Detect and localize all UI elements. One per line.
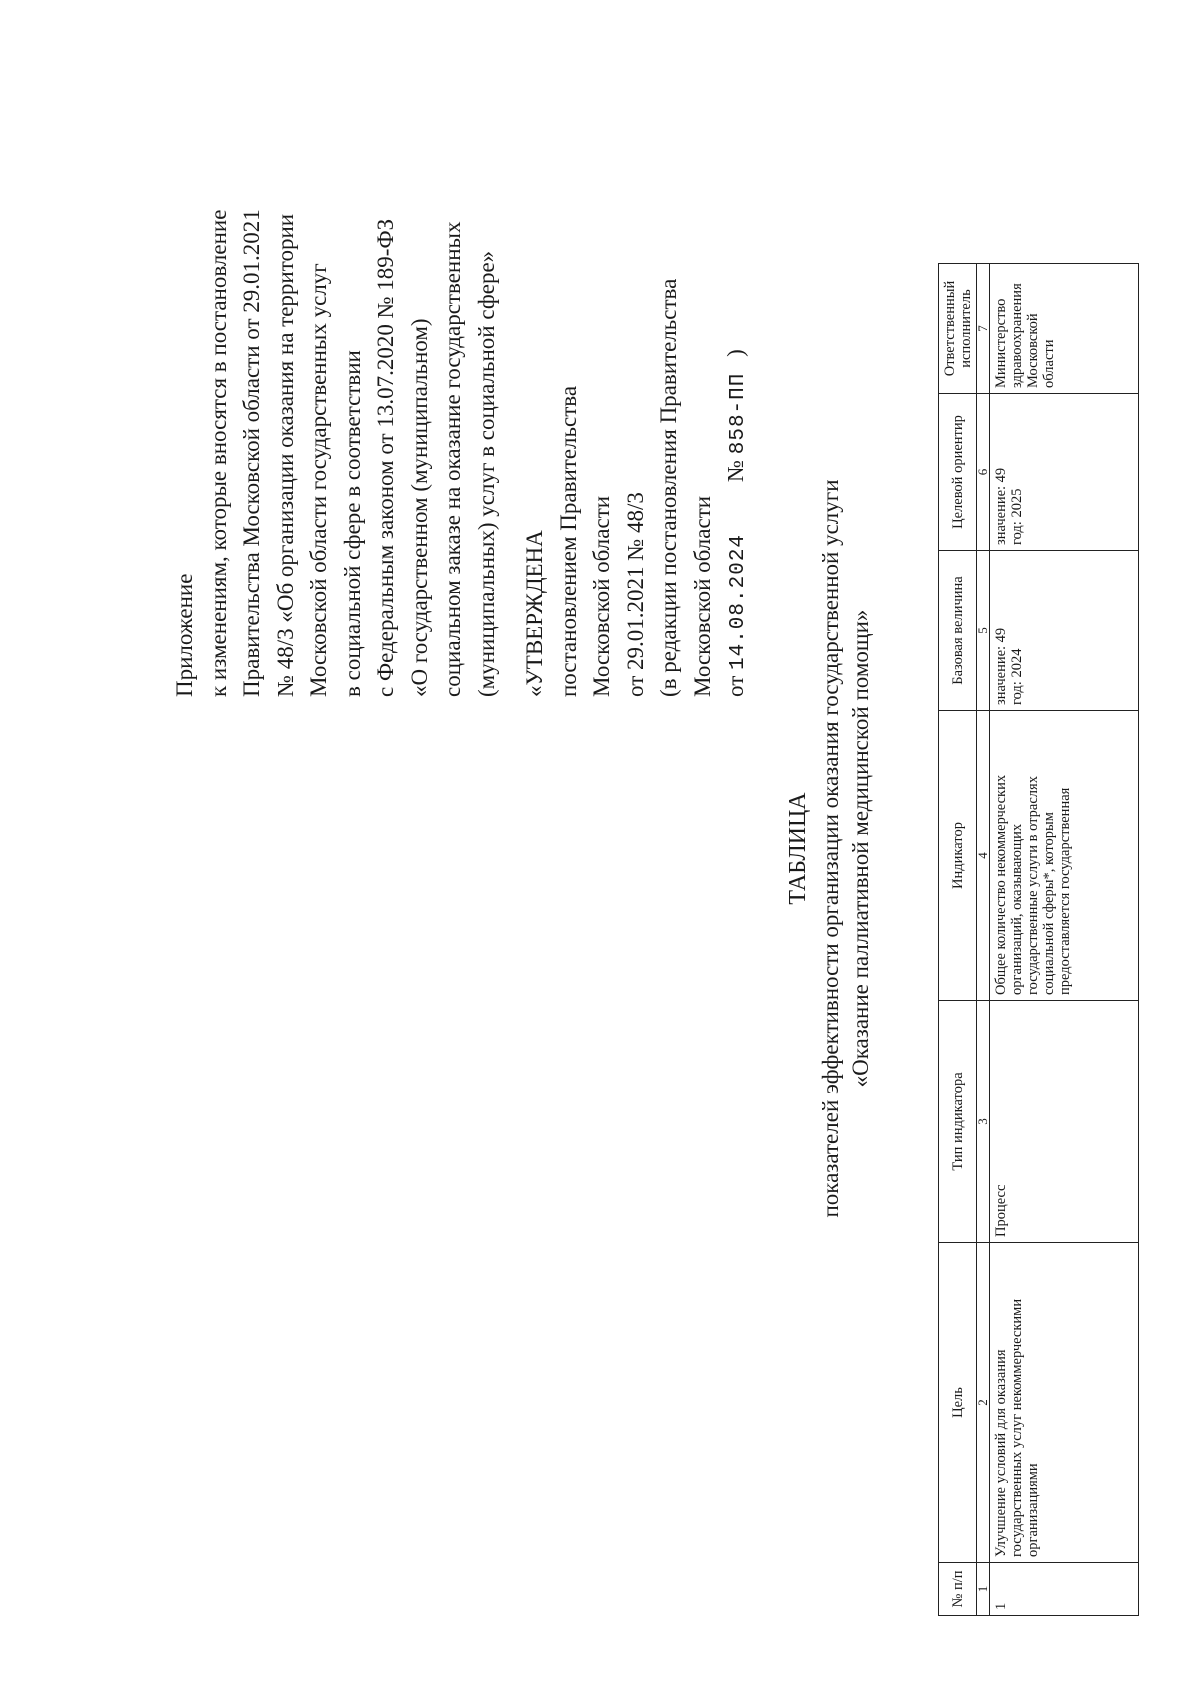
- target-year: год: 2025: [1009, 488, 1025, 545]
- approval-line: Московской области: [589, 495, 614, 697]
- appendix-line: № 48/3 «Об организации оказания на территории: [272, 213, 298, 697]
- appendix-line: Правительства Московской области от 29.01.2021: [239, 209, 264, 697]
- column-number: 3: [977, 1001, 990, 1243]
- table-subtitle: показателей эффективности организации оказания государственной услуги: [818, 479, 843, 1218]
- column-number: 7: [977, 264, 990, 394]
- approval-line: Московской области: [689, 495, 715, 697]
- column-number: 4: [977, 711, 990, 1001]
- header-cell: Индикатор: [939, 711, 977, 1001]
- table-row: [990, 264, 1139, 1616]
- appendix-line: в социальной сфере в соответствии: [339, 350, 365, 697]
- column-number: 6: [977, 394, 990, 551]
- column-number: 1: [977, 1563, 990, 1616]
- column-number-row: [977, 264, 990, 1616]
- indicator-cell: Общее количество некоммерческих организаций, оказывающих государственные услуги в отраслях социальной сферы*, которым предоставляется государственная: [990, 711, 1139, 1001]
- goal-cell: Улучшение условий для оказания государственных услуг некоммерческими организациями: [990, 1243, 1139, 1563]
- table-title: ТАБЛИЦА: [785, 792, 811, 905]
- header-cell: № п/п: [939, 1563, 977, 1616]
- table-header-row: [939, 264, 977, 1616]
- base-value: значение: 49: [993, 627, 1009, 705]
- approval-line: (в редакции постановления Правительства: [656, 278, 681, 697]
- header-cell: Тип индикатора: [939, 1001, 977, 1243]
- header-cell: Целевой ориентир: [939, 394, 977, 551]
- header-cell: Базовая величина: [939, 551, 977, 711]
- appendix-line: социальном заказе на оказание государственных: [440, 221, 465, 697]
- header-cell: Цель: [939, 1243, 977, 1563]
- indicator-type-cell: Процесс: [990, 1001, 1139, 1243]
- appendix-line: Московской области государственных услуг: [306, 263, 331, 697]
- approval-line: «УТВЕРЖДЕНА: [522, 530, 547, 697]
- row-number: 1: [990, 1563, 1139, 1616]
- service-name: «Оказание паллиативной медицинской помощи»: [848, 609, 873, 1088]
- column-number: 2: [977, 1243, 990, 1563]
- date-prefix: от: [723, 675, 748, 697]
- approval-date: 14.08.2024: [727, 533, 750, 670]
- approval-line: постановлением Правительства: [555, 385, 581, 697]
- header-cell: Ответственный исполнитель: [939, 264, 977, 394]
- appendix-line: «О государственном (муниципальном): [406, 318, 432, 697]
- base-value-cell: [990, 551, 1139, 711]
- base-year: год: 2024: [1009, 648, 1025, 705]
- number-prefix: №: [723, 460, 748, 482]
- closing-paren: ): [723, 349, 748, 357]
- approval-number: 858-ПП: [727, 372, 750, 455]
- approval-date-line: [719, 137, 756, 697]
- column-number: 5: [977, 551, 990, 711]
- appendix-line: (муниципальных) услуг в социальной сфере»: [473, 250, 499, 697]
- appendix-line: к изменениям, которые вносятся в постановление: [205, 209, 231, 697]
- appendix-block: [168, 37, 503, 697]
- executor-cell: Министерство здравоохранения Московской области: [990, 264, 1139, 394]
- indicators-table: [938, 263, 1139, 1616]
- approval-line: от 29.01.2021 № 48/3: [622, 492, 648, 697]
- appendix-line: Приложение: [172, 573, 197, 697]
- target-value-cell: [990, 394, 1139, 551]
- appendix-line: с Федеральным законом от 13.07.2020 № 189-ФЗ: [373, 218, 398, 697]
- target-value: значение: 49: [993, 467, 1009, 545]
- approval-block: [518, 137, 756, 697]
